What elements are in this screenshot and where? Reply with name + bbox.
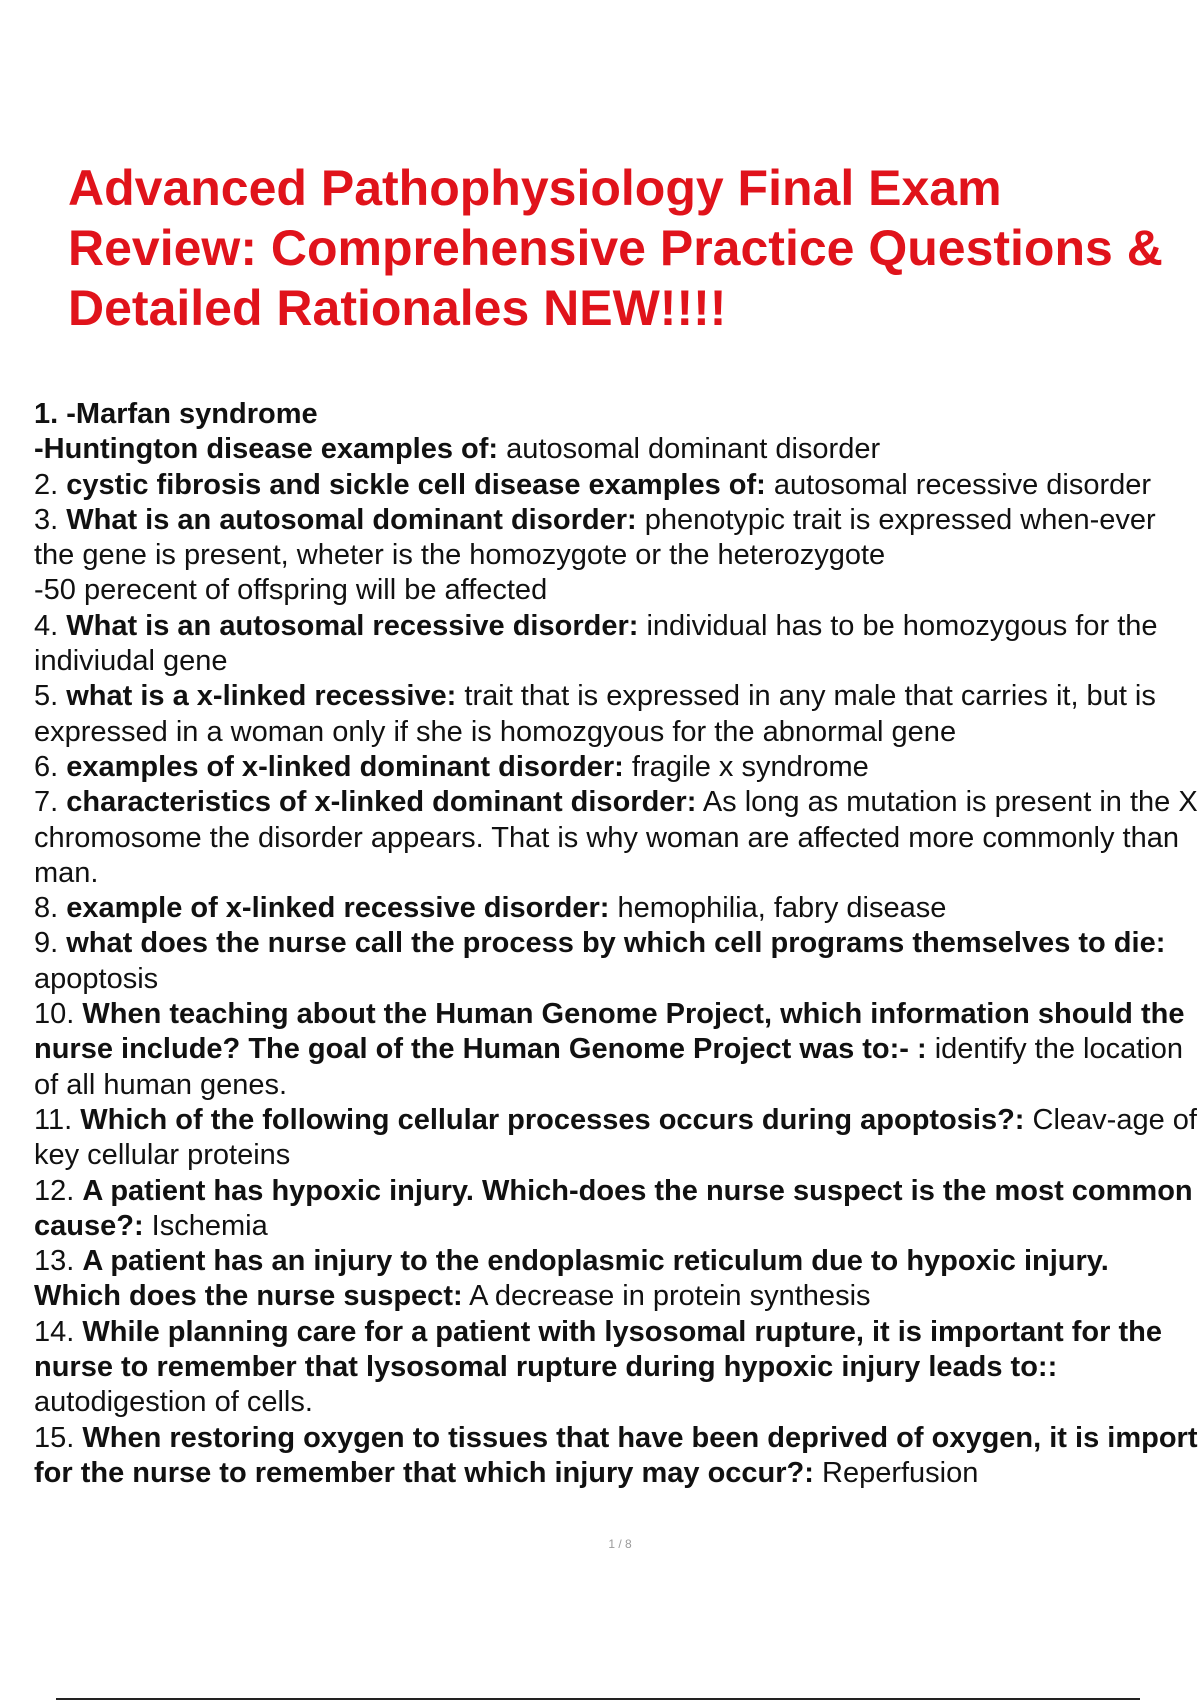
item-question: While planning care for a patient with lysosomal rupture, it is important for the nurse to remember that lysosomal rupture during hypoxic injury leads to::: [34, 1315, 1162, 1384]
item-question: What is an autosomal recessive disorder:: [66, 609, 639, 642]
qa-item: [34, 785, 1200, 891]
qa-item: [34, 997, 1200, 1103]
item-answer: fragile x syndrome: [631, 750, 869, 783]
item-answer: apoptosis: [34, 962, 159, 995]
item-answer: autosomal dominant disorder: [506, 433, 881, 466]
item-continuation: -50 perecent of offspring will be affected: [34, 574, 548, 607]
item-number: 2.: [34, 468, 59, 501]
item-number: 11.: [34, 1103, 73, 1136]
qa-item: [34, 1421, 1200, 1492]
page-number: 1 / 8: [608, 1537, 632, 1551]
qa-item: [34, 750, 1200, 785]
item-number: 3.: [34, 503, 59, 536]
item-number: 4.: [34, 609, 59, 642]
qa-item: [34, 1103, 1200, 1174]
item-answer: hemophilia, fabry disease: [617, 892, 947, 925]
item-number: 7.: [34, 786, 59, 819]
title-line: Detailed Rationales NEW!!!!: [68, 280, 727, 336]
item-question: When teaching about the Human Genome Project, which information should the nurse include? The goal of the Human Genome Project was to:- :: [34, 998, 1185, 1066]
item-answer: As long as mutation is present in the X chromosome the disorder appears. That is why woman are affected more commonly than man.: [34, 786, 1198, 889]
qa-item: [34, 1174, 1200, 1245]
qa-item: [34, 503, 1200, 609]
title-line: Advanced Pathophysiology Final Exam: [68, 160, 1002, 216]
item-answer: Reperfusion: [822, 1456, 979, 1489]
item-answer: autodigestion of cells.: [34, 1386, 313, 1419]
item-answer: trait that is expressed in any male that carries it, but is expressed in a woman only if she is homozgyous for the abnormal gene: [34, 680, 1156, 748]
item-question: What is an autosomal dominant disorder:: [66, 503, 637, 536]
item-number: 12.: [34, 1174, 75, 1207]
item-question: A patient has hypoxic injury. Which-does the nurse suspect is the most common cause?:: [34, 1174, 1193, 1242]
item-question: cystic fibrosis and sickle cell disease examples of:: [66, 468, 766, 501]
item-number: 13.: [34, 1245, 75, 1278]
item-number: 1.: [34, 398, 59, 430]
item-answer: individual has to be homozygous for the indiviudal gene: [34, 609, 1158, 678]
qa-item: [34, 891, 1200, 926]
item-number: 8.: [34, 892, 59, 925]
item-question: what is a x-linked recessive:: [66, 680, 457, 713]
qa-item: [34, 926, 1200, 997]
item-question: When restoring oxygen to tissues that have been deprived of oxygen, it is import for the nurse to remember that which injury may occur?:: [34, 1421, 1198, 1489]
item-question: Which of the following cellular processes occurs during apoptosis?:: [80, 1103, 1025, 1136]
qa-item: [34, 397, 1200, 468]
item-prefix-line: [34, 397, 1200, 432]
item-question: -Huntington disease examples of:: [34, 433, 499, 466]
qa-item: [34, 609, 1200, 680]
item-number: 10.: [34, 998, 75, 1031]
item-number: 5.: [34, 680, 59, 713]
qa-item: [34, 1315, 1200, 1421]
title-line: Review: Comprehensive Practice Questions &: [68, 220, 1163, 276]
item-answer: identify the location of all human genes.: [34, 1033, 1183, 1101]
item-question: examples of x-linked dominant disorder:: [66, 750, 624, 783]
item-number: 15.: [34, 1421, 75, 1454]
item-number: 9.: [34, 927, 59, 960]
item-answer: phenotypic trait is expressed when-ever the gene is present, wheter is the homozygote or the heterozygote: [34, 503, 1156, 572]
item-question: what does the nurse call the process by which cell programs themselves to die:: [66, 927, 1166, 960]
qa-item: [34, 1244, 1200, 1315]
item-answer: A decrease in protein synthesis: [469, 1280, 871, 1313]
item-answer: Ischemia: [151, 1209, 268, 1242]
qa-list: [34, 397, 1200, 1491]
item-number: 14.: [34, 1315, 75, 1348]
qa-item: [34, 679, 1200, 750]
item-question: example of x-linked recessive disorder:: [66, 892, 610, 925]
item-question: A patient has an injury to the endoplasmic reticulum due to hypoxic injury. Which does the nurse suspect:: [34, 1245, 1109, 1313]
qa-item: [34, 468, 1200, 503]
item-answer: autosomal recessive disorder: [773, 468, 1152, 501]
item-prefix: -Marfan syndrome: [66, 398, 318, 430]
item-question: characteristics of x-linked dominant disorder:: [66, 786, 697, 819]
item-answer: Cleav-age of key cellular proteins: [34, 1103, 1197, 1172]
document-title: [68, 158, 1198, 338]
item-number: 6.: [34, 750, 59, 783]
